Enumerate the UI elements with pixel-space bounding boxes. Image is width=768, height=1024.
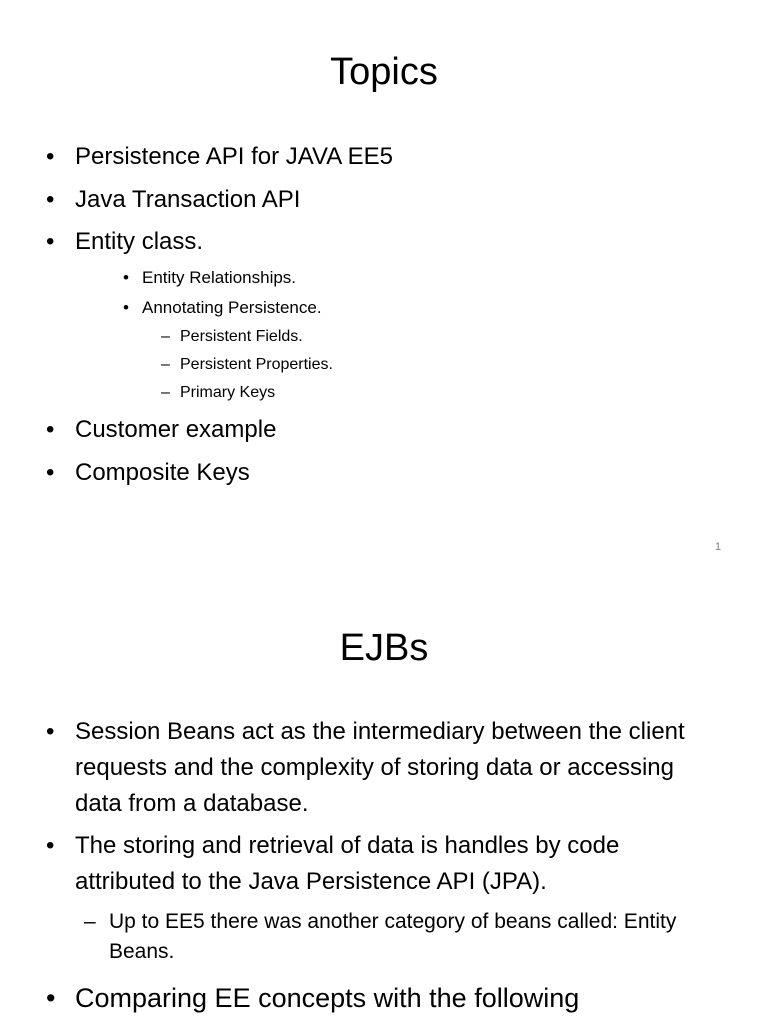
list-item-text: Customer example xyxy=(75,416,277,443)
sub-list-item xyxy=(84,907,709,967)
list-item-text: Up to EE5 there was another category of beans called: Entity Beans. xyxy=(109,910,677,963)
list-item-text: Comparing EE concepts with the following xyxy=(75,983,580,1013)
bullet-icon: • xyxy=(46,718,55,745)
list-item xyxy=(46,182,300,218)
list-item-text: Java Transaction API xyxy=(75,186,301,213)
list-item-text: Persistent Properties. xyxy=(180,356,333,373)
list-item xyxy=(46,139,393,175)
sub-sub-list-item xyxy=(161,354,333,376)
slide-title: Topics xyxy=(330,51,438,93)
dash-icon: – xyxy=(84,910,96,933)
list-item-text: Entity Relationships. xyxy=(142,268,297,287)
list-item-text: Persistence API for JAVA EE5 xyxy=(75,143,393,170)
list-item-text: Entity class. xyxy=(75,228,204,255)
sub-list-item xyxy=(123,266,296,290)
dash-icon: – xyxy=(161,384,170,401)
slide-ejbs xyxy=(0,576,768,1024)
dash-icon: – xyxy=(161,356,170,373)
sub-list-item xyxy=(123,296,322,320)
list-item xyxy=(46,455,250,491)
page-number: 1 xyxy=(715,541,722,553)
sub-sub-list-item xyxy=(161,326,303,348)
list-item-text: Annotating Persistence. xyxy=(142,298,322,317)
list-item xyxy=(46,412,276,448)
list-item xyxy=(46,224,203,260)
slide-title: EJBs xyxy=(339,627,429,669)
bullet-icon: • xyxy=(46,186,55,213)
list-item-text: Composite Keys xyxy=(75,459,250,486)
bullet-icon: • xyxy=(46,459,55,486)
bullet-icon: • xyxy=(46,983,56,1013)
list-item xyxy=(46,978,579,1018)
bullet-icon: • xyxy=(46,143,55,170)
sub-sub-list-item xyxy=(161,382,275,404)
list-item-text: Persistent Fields. xyxy=(180,328,303,345)
list-item-text: The storing and retrieval of data is handles by code attributed to the Java Persistence API (JPA). xyxy=(75,832,620,895)
list-item xyxy=(46,828,715,900)
bullet-icon: • xyxy=(46,832,55,859)
bullet-icon: • xyxy=(123,268,129,287)
list-item xyxy=(46,714,715,822)
dash-icon: – xyxy=(161,328,170,345)
bullet-icon: • xyxy=(46,416,55,443)
bullet-icon: • xyxy=(46,228,55,255)
list-item-text: Primary Keys xyxy=(180,384,276,401)
list-item-text: Session Beans act as the intermediary between the client requests and the complexity of storing data or accessing data from a database. xyxy=(75,718,685,817)
bullet-icon: • xyxy=(123,298,129,317)
